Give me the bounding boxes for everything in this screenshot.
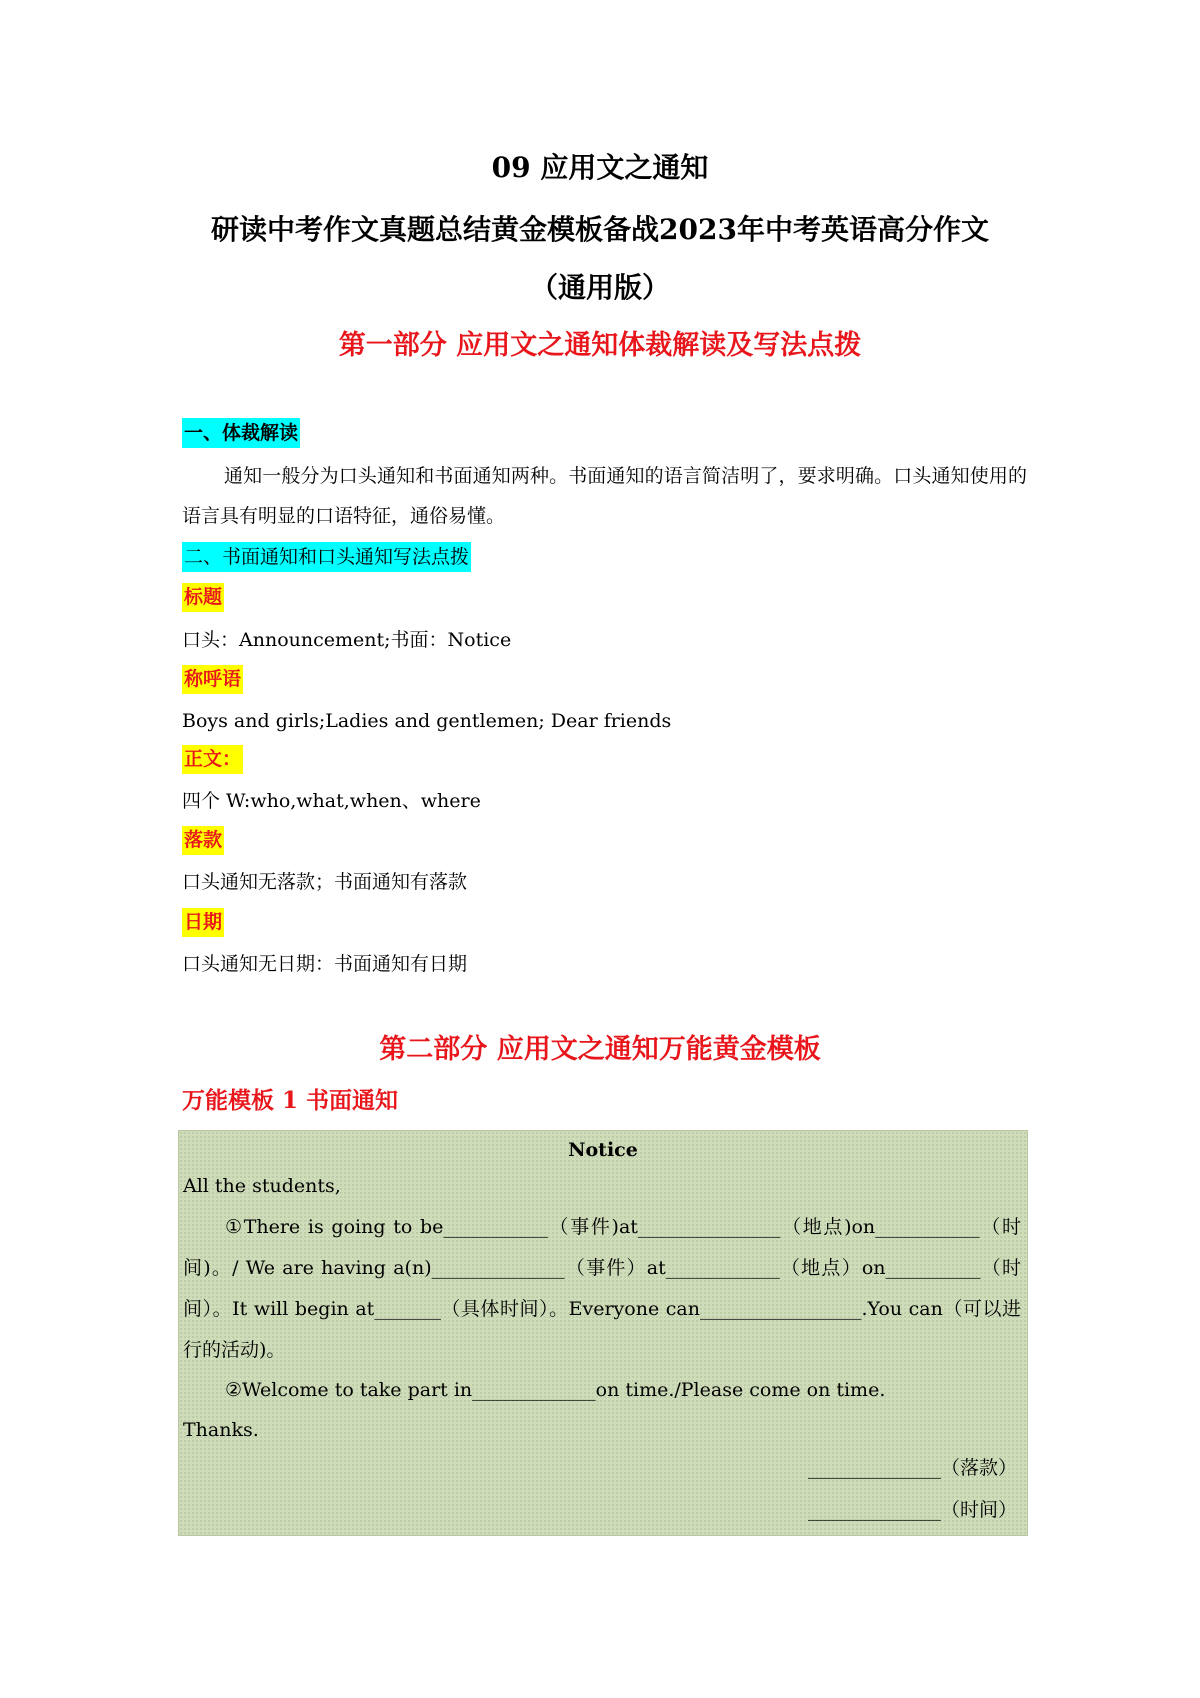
notice-thanks: Thanks. (183, 1419, 259, 1441)
item-text-salutation: Boys and girls;Ladies and gentlemen; Dear friends (182, 710, 672, 732)
notice-date-blank: ______________（时间） (807, 1499, 1017, 1521)
notice-signature-blank: ______________（落款） (807, 1457, 1017, 1479)
item-label-title: 标题 (182, 583, 224, 612)
notice-body-paragraph-1: ①There is going to be___________（事件)at_______________（地点)on___________（时间)。/ We are having a(n)______________（事件）at____________（地点）on__________（时间）。It will begin at_______（具体时间）。Everyone can_________________.You can（可以进行的活动)。 (183, 1216, 1021, 1361)
item-label-body: 正文： (182, 745, 243, 774)
item-text-body: 四个 W:who,what,when、where (182, 790, 481, 812)
section1-heading: 一、体裁解读 (182, 418, 300, 448)
notice-greeting: All the students, (183, 1175, 341, 1197)
document-edition: （通用版） (529, 271, 670, 304)
item-text-title: 口头：Announcement;书面：Notice (182, 629, 512, 651)
item-text-signature: 口头通知无落款；书面通知有落款 (182, 871, 468, 893)
template1-title: 万能模板 1 书面通知 (182, 1087, 399, 1114)
item-text-date: 口头通知无日期：书面通知有日期 (182, 953, 468, 975)
document-title: 09 应用文之通知 (491, 151, 709, 184)
notice-template-box (178, 1130, 1028, 1536)
item-label-signature: 落款 (182, 826, 224, 855)
item-label-salutation: 称呼语 (182, 665, 243, 694)
section1-text: 通知一般分为口头通知和书面通知两种。书面通知的语言简洁明了，要求明确。口头通知使用的语言具有明显的口语特征，通俗易懂。 (182, 465, 1027, 527)
notice-heading: Notice (568, 1139, 638, 1161)
part1-title: 第一部分 应用文之通知体裁解读及写法点拨 (338, 330, 862, 361)
notice-body-paragraph-2: ②Welcome to take part in_____________on time./Please come on time. (225, 1379, 886, 1401)
document-subtitle: 研读中考作文真题总结黄金模板备战2023年中考英语高分作文 (211, 213, 989, 246)
part2-title: 第二部分 应用文之通知万能黄金模板 (379, 1034, 821, 1065)
item-label-date: 日期 (182, 908, 224, 937)
section2-heading: 二、书面通知和口头通知写法点拨 (182, 542, 471, 572)
